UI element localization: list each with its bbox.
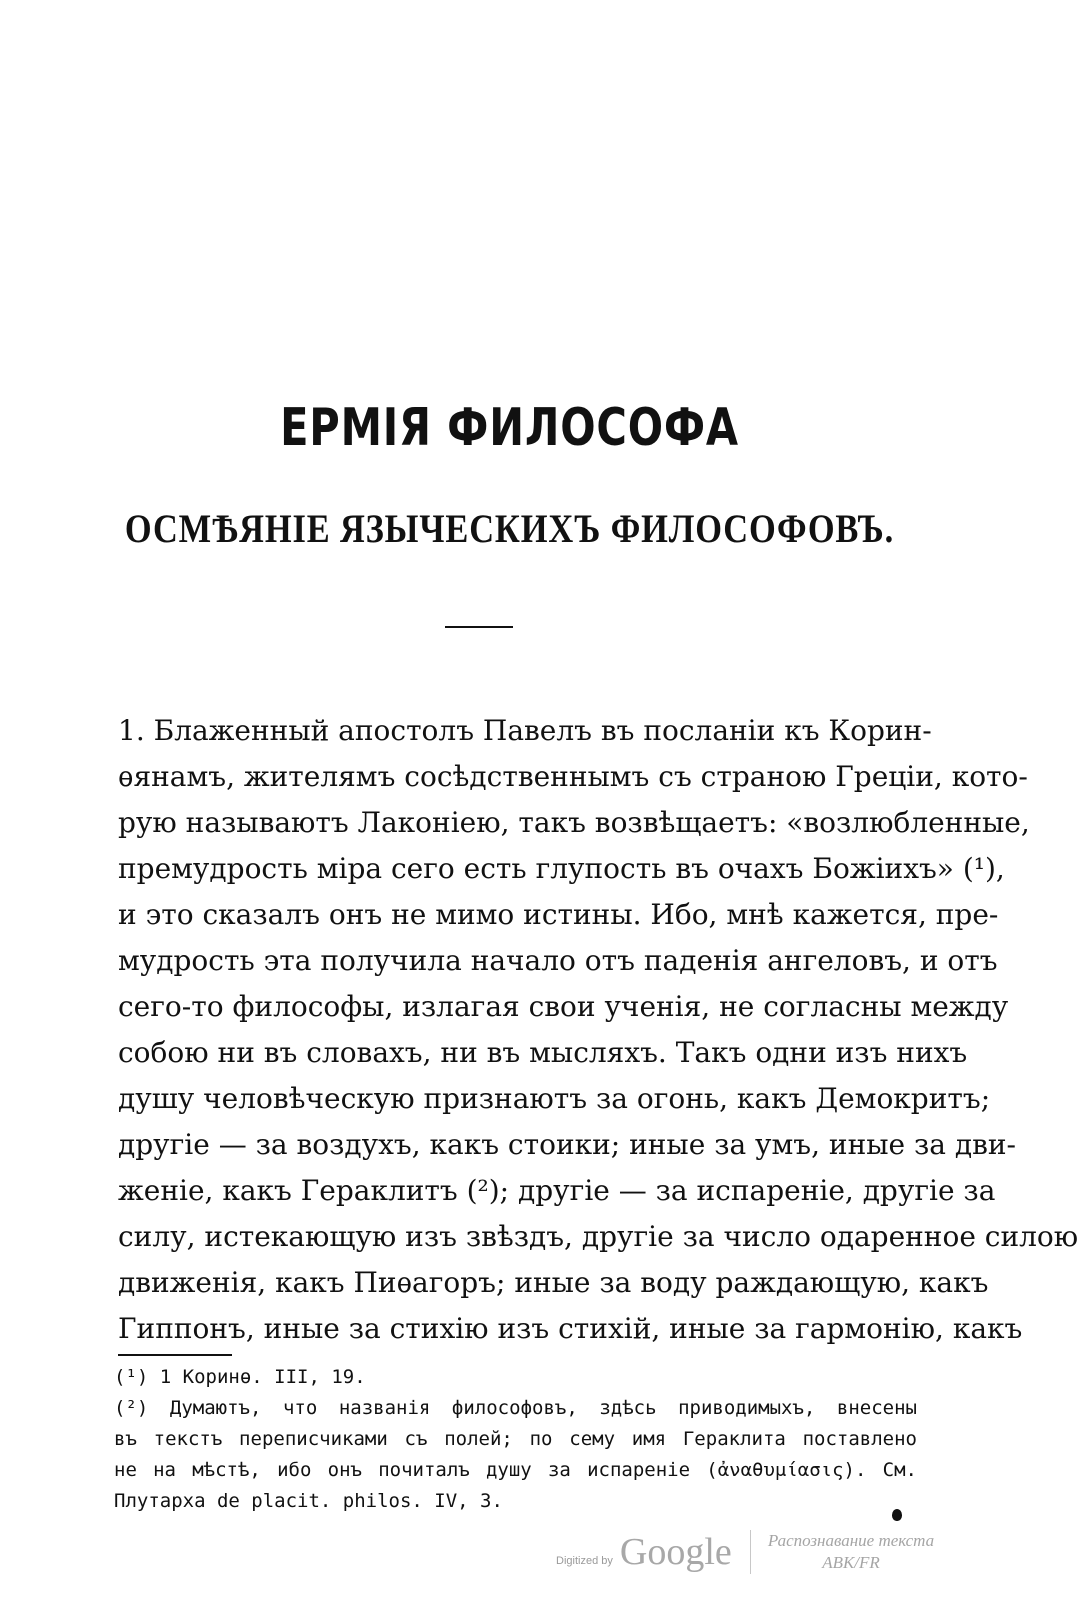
google-logo: Google	[619, 1531, 732, 1573]
text-line: женіе, какъ Гераклитъ (²); другіе — за испареніе, другіе за	[118, 1174, 996, 1207]
text-line: ѳянамъ, жителямъ сосѣдственнымъ съ страною Греціи, кото-	[118, 760, 1028, 793]
text-line: рую называютъ Лаконіею, такъ возвѣщаетъ: «возлюбленные,	[118, 806, 1030, 839]
page-title: ЕРМІЯ ФИЛОСОФА	[280, 398, 739, 458]
digitized-watermark	[556, 1530, 732, 1574]
digitized-label: Digitized by	[556, 1555, 613, 1567]
footnote-divider	[118, 1354, 232, 1356]
footnote-line: Плутарха de placit. philos. IV, 3.	[114, 1490, 503, 1512]
text-line: другіе — за воздухъ, какъ стоики; иные за умъ, иные за дви-	[118, 1128, 1016, 1161]
footnote-line: не на мѣстѣ, ибо онъ почиталъ душу за испареніе (ἀναθυμίασις). См.	[114, 1459, 917, 1481]
footnote-line: въ текстъ переписчиками съ полей; по сему имя Гераклита поставлено	[114, 1428, 917, 1450]
text-line: 1. Блаженный апостолъ Павелъ въ посланіи къ Корин-	[118, 714, 932, 747]
ocr-stamp	[750, 1530, 951, 1574]
text-line: душу человѣческую признаютъ за огонь, какъ Демокритъ;	[118, 1082, 991, 1115]
text-line: и это сказалъ онъ не мимо истины. Ибо, мнѣ кажется, пре-	[118, 898, 999, 931]
title-divider	[445, 626, 513, 628]
text-line: движенія, какъ Пиѳагоръ; иные за воду раждающую, какъ	[118, 1266, 989, 1299]
page-subtitle: ОСМѢЯНІЕ ЯЗЫЧЕСКИХЪ ФИЛОСОФОВЪ.	[124, 506, 895, 551]
stamp-line: Распознавание текста	[767, 1531, 935, 1550]
text-line: мудрость эта получила начало отъ паденія ангеловъ, и отъ	[118, 944, 998, 977]
text-line: собою ни въ словахъ, ни въ мысляхъ. Такъ одни изъ нихъ	[118, 1036, 968, 1069]
ink-mark	[892, 1509, 902, 1521]
text-line: Гиппонъ, иные за стихію изъ стихій, иные за гармонію, какъ	[118, 1312, 1023, 1345]
text-line: сего-то философы, излагая свои ученія, не согласны между	[118, 990, 1009, 1023]
main-text	[118, 708, 1078, 1352]
footnotes	[114, 1362, 917, 1517]
text-line: силу, истекающую изъ звѣздъ, другіе за число одаренное силою	[118, 1220, 1078, 1253]
stamp-line: ABK/FR	[822, 1553, 880, 1572]
footnote-line: (¹) 1 Коринѳ. III, 19.	[114, 1366, 366, 1388]
text-line: премудрость міра сего есть глупость въ очахъ Божіихъ» (¹),	[118, 852, 1005, 885]
footnote-line: (²) Думаютъ, что названія философовъ, здѣсь приводимыхъ, внесены	[114, 1397, 917, 1419]
